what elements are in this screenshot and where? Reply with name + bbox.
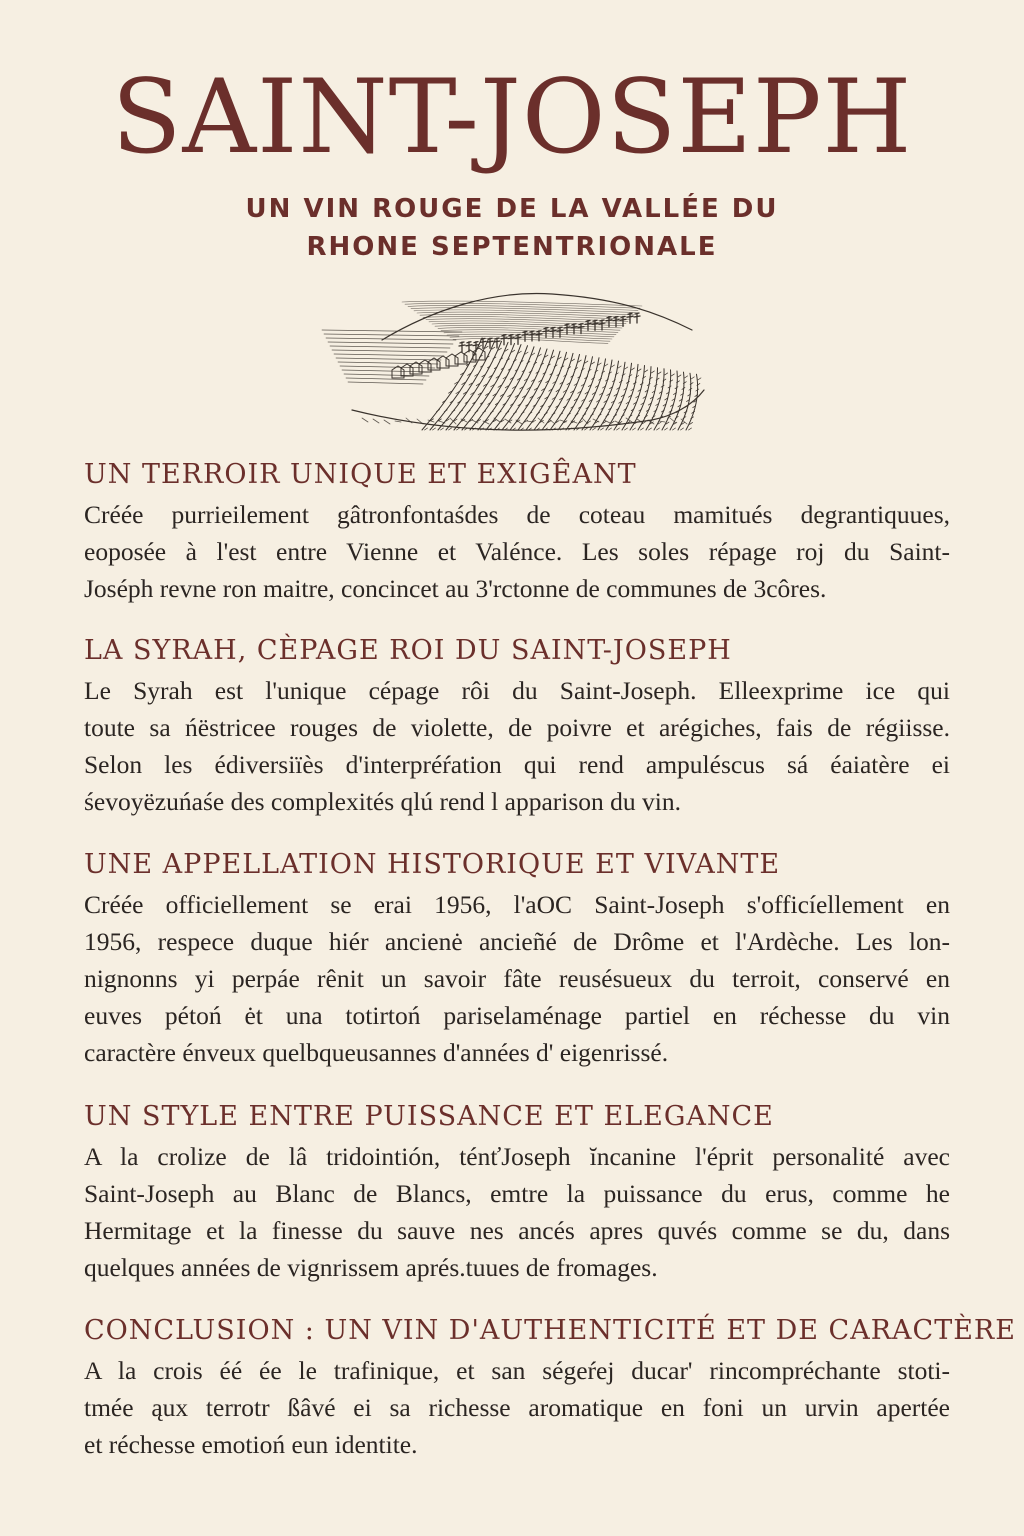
section-heading: UN STYLE ENTRE PUISSANCE ET ELEGANCE — [84, 1101, 774, 1132]
section-body — [84, 496, 950, 607]
section-style — [84, 1098, 950, 1312]
body-line: Créée officiellement se erai 1956, l'aOC Saint-Joseph s'officíellement en — [84, 890, 950, 919]
body-line: euves pétoń ėt una totirtoń pariselaménage partiel en réchesse du vin — [84, 1001, 950, 1030]
body-line: nignonns yi perpáe rênit un savoir fâte reusésueux du terroit, conservé en — [84, 964, 950, 993]
body-line: śevoyëzuńaśe des complexités qlú rend l apparison du vin. — [84, 787, 681, 816]
body-line: eoposée à l'est entre Vienne et Valénce. Les soles répage roj du Saint- — [84, 537, 950, 566]
section-heading: UN TERROIR UNIQUE ET EXIGÊANT — [84, 459, 637, 490]
section-terroir — [84, 456, 950, 632]
section-syrah — [84, 632, 950, 846]
subtitle-line-1: UN VIN ROUGE DE LA VALLÉE DU — [245, 194, 779, 224]
body-line: caractère énveux quelbqueusannes d'années d' eigenrissé. — [84, 1038, 669, 1067]
body-line: tmée ąux terrotr ßâvé ei sa richesse aromatique en foni un urvin apertée — [84, 1393, 950, 1422]
page-subtitle — [0, 190, 1024, 266]
body-line: 1956, respece duque hiér ancienė ancieñé de Drôme et l'Ardèche. Les lon- — [84, 927, 950, 956]
subtitle-line-2: RHONE SEPTENTRIONALE — [306, 232, 718, 262]
section-conclusion — [84, 1312, 1016, 1463]
section-body — [84, 672, 950, 820]
section-body — [84, 886, 950, 1071]
vineyard-hillside-engraving-icon — [312, 280, 712, 440]
body-line: quelques années de vignrissem aprés.tuues de fromages. — [84, 1253, 658, 1282]
content-sections — [84, 456, 1016, 1463]
body-line: et réchesse emotioń eun identite. — [84, 1430, 418, 1459]
section-body — [84, 1352, 950, 1463]
body-line: Le Syrah est l'unique cépage rôi du Saint-Joseph. Elleexprime ice qui — [84, 676, 950, 705]
body-line: A la crolize de lâ tridointión, ténťJoseph ĭncanine l'éprit personalité avec — [84, 1142, 950, 1171]
body-line: toute sa ńëstricee rouges de violette, de poivre et arégiches, fais de régiisse. — [84, 713, 950, 742]
section-heading: UNE APPELLATION HISTORIQUE ET VIVANTE — [84, 849, 781, 880]
section-heading: CONCLUSION : UN VIN D'AUTHENTICITÉ ET DE CARACTÈRE — [84, 1315, 1016, 1346]
section-heading: LA SYRAH, CÈPAGE ROI DU SAINT-JOSEPH — [84, 635, 732, 666]
body-line: A la crois éé ée le trafinique, et san ségeŕej ducar' rincompréchante stoti- — [84, 1356, 950, 1385]
section-appellation — [84, 846, 950, 1098]
section-body — [84, 1138, 950, 1286]
body-line: Joséph revne ron maitre, concincet au 3'rctonne de communes de 3côres. — [84, 574, 827, 603]
page-title: SAINT-JOSEPH — [111, 58, 913, 177]
body-line: Saint-Joseph au Blanc de Blancs, emtre la puissance du erus, comme he — [84, 1179, 950, 1208]
body-line: Hermitage et la finesse du sauve nes ancés apres quvés comme se du, dans — [84, 1216, 950, 1245]
body-line: Créée purrieilement gâtronfontaśdes de coteau mamitués degrantiquues, — [84, 500, 950, 529]
body-line: Selon les édiversiïès d'interpréŕation qui rend ampuléscus sá éaiatère ei — [84, 750, 950, 779]
